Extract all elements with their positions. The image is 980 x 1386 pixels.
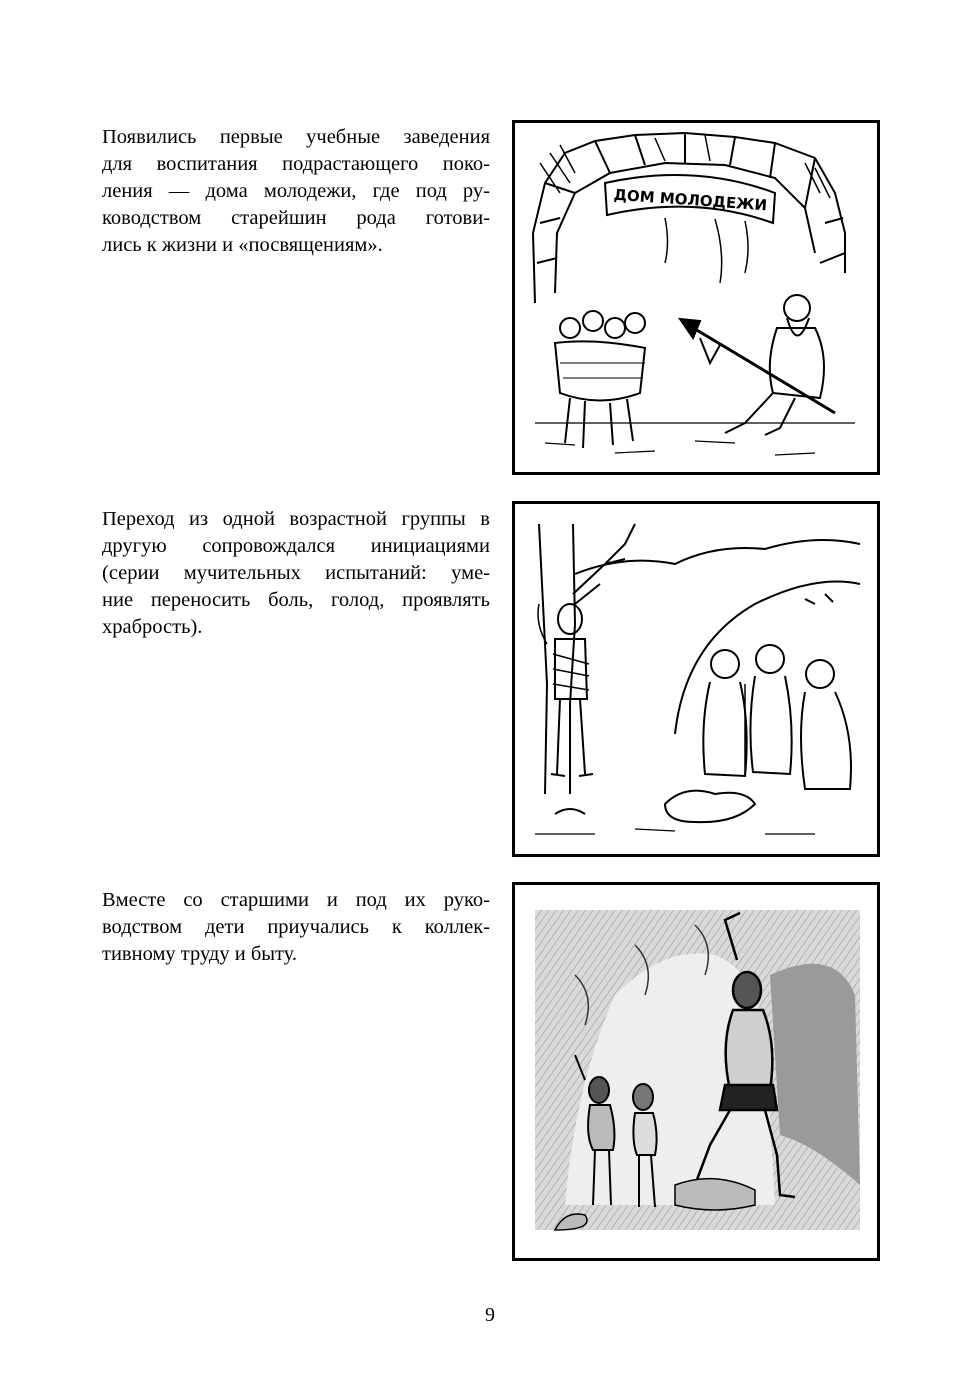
text-line: водством дети приучались к коллек- — [102, 916, 490, 938]
collective-labor-drawing — [515, 885, 877, 1258]
text-line: другую сопровождался инициациями — [102, 535, 490, 557]
text-line: лись к жизни и «посвящениям». — [102, 234, 383, 256]
text-line: (серии мучительных испытаний: уме- — [102, 562, 490, 584]
text-line: Вместе со старшими и под их руко- — [102, 889, 490, 911]
youth-house-drawing — [515, 123, 877, 472]
text-line: храбрость). — [102, 616, 203, 638]
text-line: Переход из одной возрастной группы в — [102, 508, 490, 530]
text-line: для воспитания подрастающего поко- — [102, 153, 490, 175]
paragraph-youth-houses — [102, 124, 490, 259]
paragraph-collective-labor — [102, 887, 490, 968]
banner — [605, 175, 775, 223]
text-line: ления — дома молодежи, где под ру- — [102, 180, 490, 202]
illustration-youth-house — [512, 120, 880, 475]
page-number: 9 — [485, 1304, 495, 1326]
initiation-drawing — [515, 504, 877, 854]
illustration-initiation — [512, 501, 880, 857]
text-line: ководством старейшин рода готови- — [102, 207, 490, 229]
illustration-collective-labor — [512, 882, 880, 1261]
text-line: Появились первые учебные заведения — [102, 126, 490, 148]
paragraph-initiation — [102, 506, 490, 641]
banner-text: ДОМ МОЛОДЕЖИ — [613, 185, 768, 215]
text-line: ние переносить боль, голод, проявлять — [102, 589, 490, 611]
text-line: тивному труду и быту. — [102, 943, 298, 965]
